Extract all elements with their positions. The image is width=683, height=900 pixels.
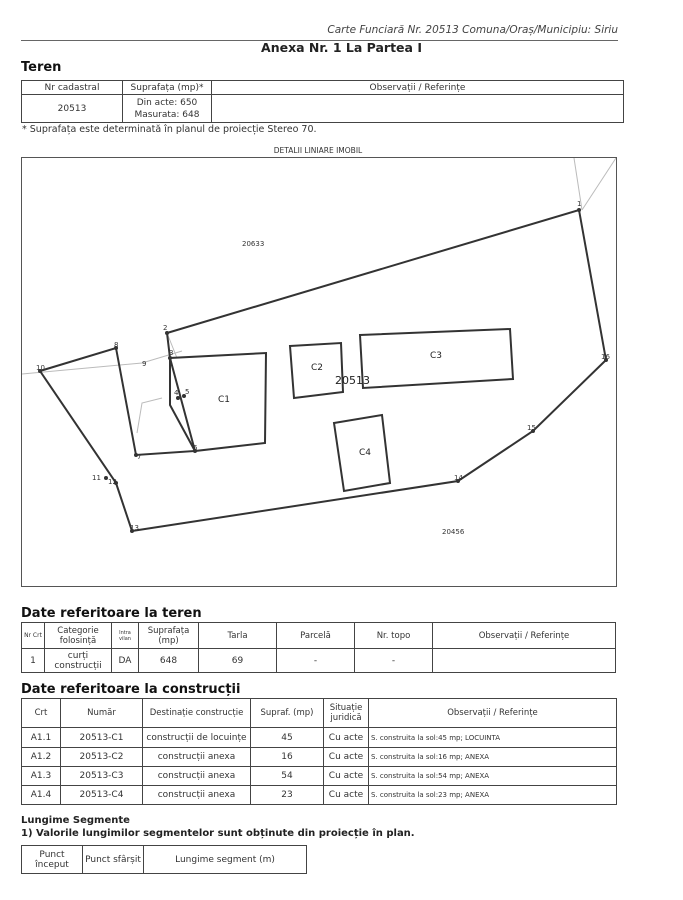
col-categorie: Categorie folosință	[45, 623, 112, 649]
col-situatie: Situație juridică	[324, 699, 369, 728]
point-label-11: 11	[92, 474, 101, 482]
map-svg	[22, 158, 616, 586]
point-label-8: 8	[114, 341, 119, 349]
col-lungime-segment: Lungime segment (m)	[144, 846, 307, 874]
col-destinatie: Destinație construcție	[143, 699, 251, 728]
col-numar: Număr	[61, 699, 143, 728]
cell-tarla: 69	[199, 649, 277, 673]
cadastral-map	[21, 157, 617, 587]
col-nr-cadastral: Nr cadastral	[22, 81, 123, 95]
table-row	[22, 649, 616, 673]
nr-cadastral-value: 20513	[22, 95, 123, 123]
col-parcela: Parcelă	[277, 623, 355, 649]
point-label-15: 15	[527, 424, 536, 432]
building-label-c2: C2	[311, 363, 324, 373]
neighbor-south-label: 20456	[442, 528, 465, 536]
point-label-16: 16	[601, 353, 610, 361]
col-observatii-constructii: Observații / Referințe	[369, 699, 617, 728]
date-constructii-table	[21, 698, 617, 805]
segmente-subtitle: 1) Valorile lungimilor segmentelor sunt obținute din proiecție în plan.	[21, 828, 415, 839]
cell-situatie: Cu acte	[324, 786, 369, 805]
col-observatii: Observații / Referințe	[212, 81, 624, 95]
point-label-2: 2	[163, 324, 168, 332]
cell-destinatie: construcții de locuințe	[143, 728, 251, 748]
neighbor-lines	[22, 158, 616, 433]
col-nr-topo: Nr. topo	[355, 623, 433, 649]
col-intravilan: Intra vilan	[112, 623, 139, 649]
cell-supraf: 54	[251, 767, 324, 786]
cell-numar: 20513-C1	[61, 728, 143, 748]
col-suprafata-teren: Suprafața (mp)	[139, 623, 199, 649]
cell-destinatie: construcții anexa	[143, 786, 251, 805]
table-row	[22, 728, 617, 748]
din-acte: Din acte: 650	[136, 97, 198, 108]
cell-nr-topo: -	[355, 649, 433, 673]
point-label-13: 13	[130, 524, 139, 532]
map-title: DETALII LINIARE IMOBIL	[273, 146, 363, 155]
cell-numar: 20513-C3	[61, 767, 143, 786]
cell-supraf: 16	[251, 748, 324, 767]
cell-situatie: Cu acte	[324, 748, 369, 767]
observatii-value	[212, 95, 624, 123]
cell-situatie: Cu acte	[324, 728, 369, 748]
cell-suprafata: 648	[139, 649, 199, 673]
col-suprafata: Suprafața (mp)*	[123, 81, 212, 95]
date-teren-table	[21, 622, 616, 673]
col-tarla: Tarla	[199, 623, 277, 649]
cell-destinatie: construcții anexa	[143, 767, 251, 786]
col-punct-inceput: Punct început	[22, 846, 83, 874]
table-row	[22, 748, 617, 767]
point-label-1: 1	[577, 200, 582, 208]
cell-supraf: 23	[251, 786, 324, 805]
cell-numar: 20513-C4	[61, 786, 143, 805]
segmente-table	[21, 845, 307, 874]
cell-observatii	[433, 649, 616, 673]
point-labels	[36, 200, 610, 532]
point-label-6: 6	[193, 444, 198, 452]
cell-situatie: Cu acte	[324, 767, 369, 786]
cell-crt: A1.3	[22, 767, 61, 786]
cell-numar: 20513-C2	[61, 748, 143, 767]
segmente-title: Lungime Segmente	[21, 815, 130, 826]
building-label-c3: C3	[430, 351, 443, 361]
point-label-5: 5	[185, 388, 190, 396]
cell-observatii: S. construita la sol:16 mp; ANEXA	[369, 748, 617, 767]
table-row	[22, 786, 617, 805]
cell-destinatie: construcții anexa	[143, 748, 251, 767]
col-punct-sfarsit: Punct sfârșit	[83, 846, 144, 874]
parcel-label: 20513	[335, 374, 370, 387]
building-label-c4: C4	[359, 448, 372, 458]
teren-table	[21, 80, 624, 123]
masurata: Masurata: 648	[134, 109, 200, 120]
teren-section-title: Teren	[21, 60, 62, 75]
building-label-c1: C1	[218, 395, 231, 405]
cell-observatii: S. construita la sol:23 mp; ANEXA	[369, 786, 617, 805]
cell-crt: A1.4	[22, 786, 61, 805]
cell-crt: 1	[22, 649, 45, 673]
point-label-7: 7	[137, 453, 142, 461]
col-supraf: Supraf. (mp)	[251, 699, 324, 728]
date-constructii-title: Date referitoare la construcții	[21, 682, 241, 697]
point-label-10: 10	[36, 364, 45, 372]
col-observatii-teren: Observații / Referințe	[433, 623, 616, 649]
col-nr-crt: Nr Crt	[22, 623, 45, 649]
cell-intravilan: DA	[112, 649, 139, 673]
annex-title: Anexa Nr. 1 La Partea I	[261, 40, 422, 55]
cell-crt: A1.1	[22, 728, 61, 748]
point-label-14: 14	[454, 474, 463, 482]
cell-crt: A1.2	[22, 748, 61, 767]
header-rule	[21, 40, 618, 41]
point-label-3: 3	[169, 349, 174, 357]
cell-categorie: curți construcții	[45, 649, 112, 673]
table-row	[22, 767, 617, 786]
cell-supraf: 45	[251, 728, 324, 748]
suprafata-value	[123, 95, 212, 123]
cell-parcela: -	[277, 649, 355, 673]
point-label-4: 4	[174, 389, 179, 397]
col-crt: Crt	[22, 699, 61, 728]
cell-observatii: S. construita la sol:45 mp; LOCUINTA	[369, 728, 617, 748]
point-label-12: 12	[108, 478, 117, 486]
date-teren-title: Date referitoare la teren	[21, 606, 202, 621]
stereo-footnote: * Suprafața este determinată în planul de proiecție Stereo 70.	[22, 124, 317, 135]
point-label-9: 9	[142, 360, 147, 368]
carte-funciara-header: Carte Funciară Nr. 20513 Comuna/Oraș/Municipiu: Siriu	[327, 24, 618, 36]
cell-observatii: S. construita la sol:54 mp; ANEXA	[369, 767, 617, 786]
neighbor-north-label: 20633	[242, 240, 265, 248]
